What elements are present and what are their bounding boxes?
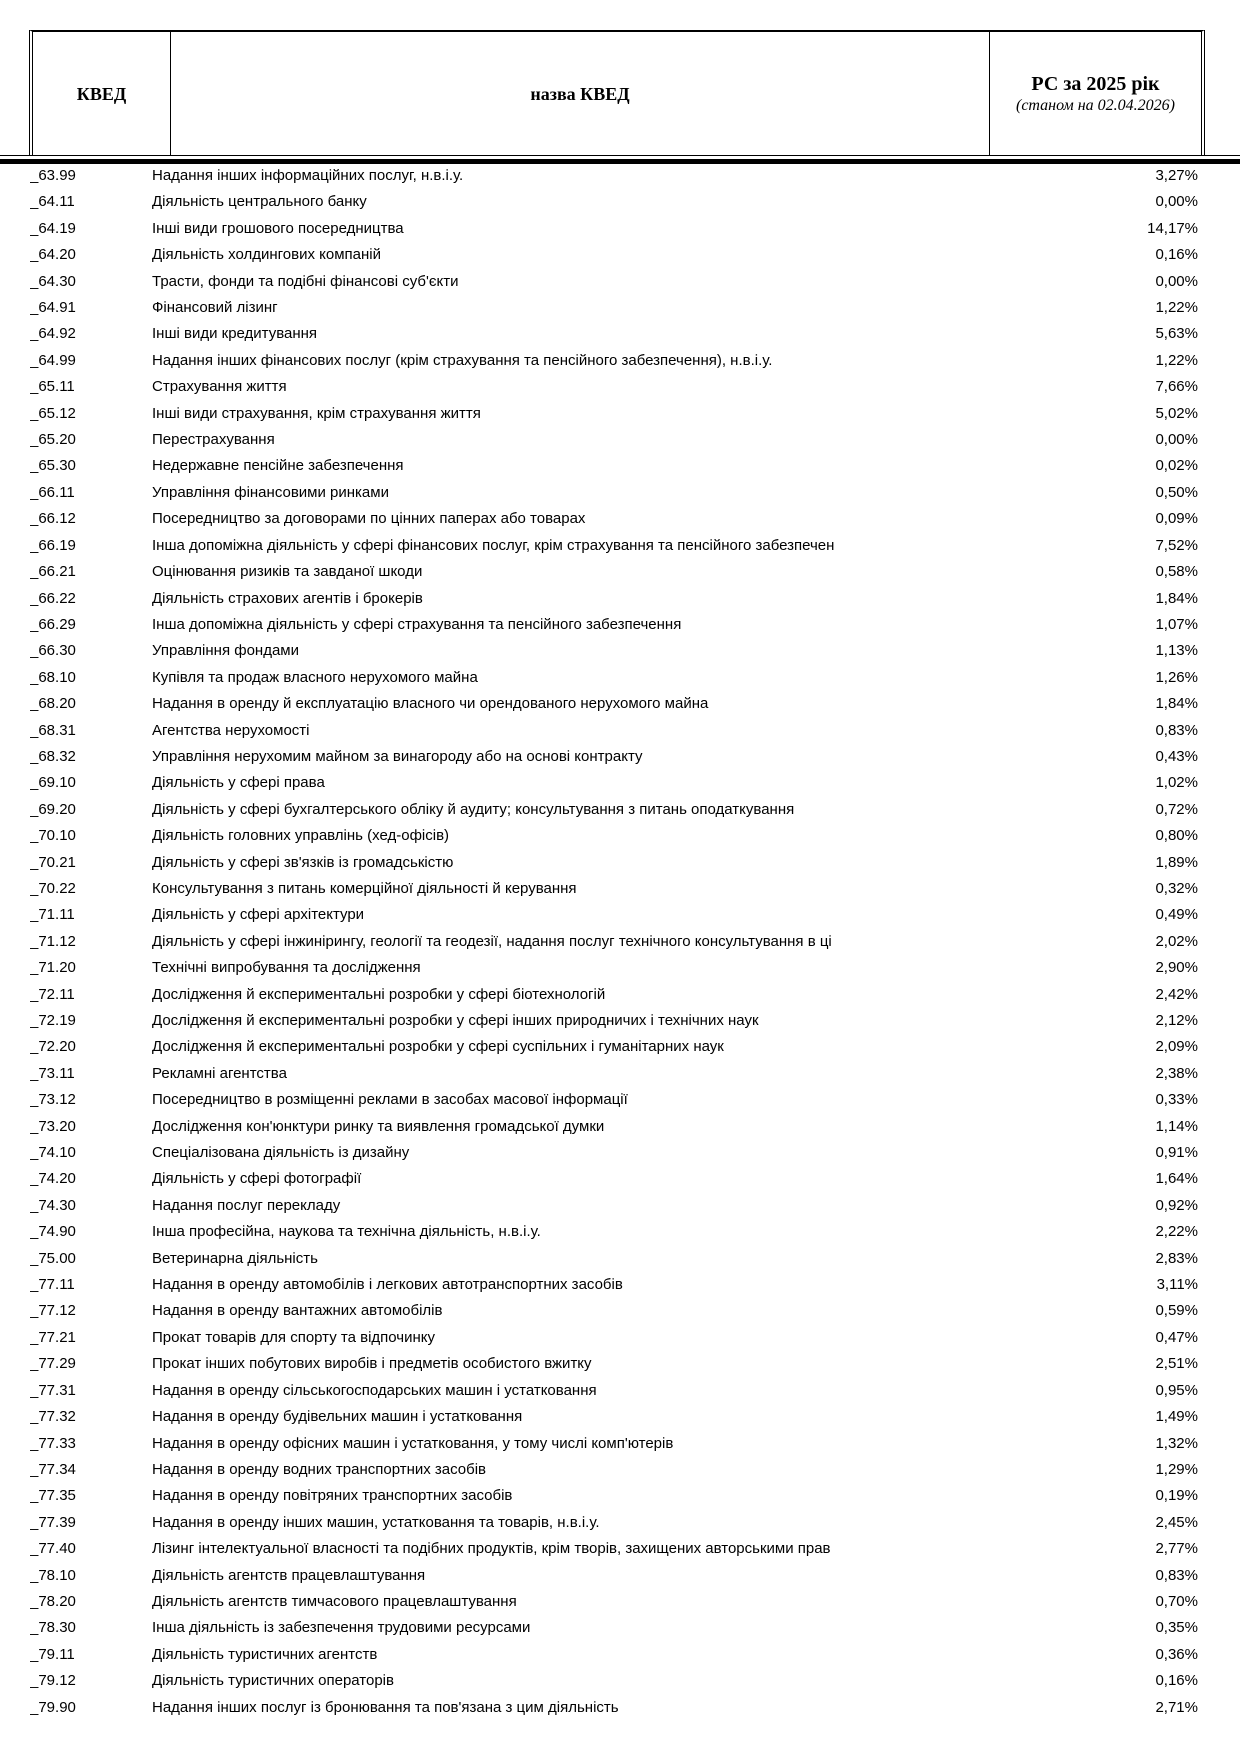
rs-value: 0,49% [1155, 906, 1198, 924]
rs-value: 3,27% [1155, 167, 1198, 184]
kved-code: _78.10 [30, 1566, 76, 1584]
rs-value: 2,42% [1155, 985, 1198, 1003]
table-row [0, 321, 1240, 347]
kved-code: _66.30 [30, 642, 76, 660]
kved-name: Консультування з питань комерційної діяльності й керування [152, 879, 577, 897]
rs-value: 0,70% [1155, 1592, 1198, 1610]
table-row [0, 929, 1240, 955]
kved-code: _64.99 [30, 351, 76, 369]
kved-code: _77.11 [30, 1276, 75, 1294]
table-row [0, 1246, 1240, 1272]
table-row [0, 295, 1240, 321]
table-row [0, 1642, 1240, 1668]
rs-value: 0,16% [1155, 1672, 1198, 1690]
kved-name: Дослідження кон'юнктури ринку та виявлення громадської думки [152, 1117, 605, 1135]
kved-name: Діяльність агентств тимчасового працевлаштування [152, 1592, 517, 1610]
rs-value: 0,00% [1155, 431, 1198, 449]
kved-name: Трасти, фонди та подібні фінансові суб'єкти [152, 272, 459, 290]
rs-value: 1,22% [1155, 351, 1198, 369]
kved-code: _70.10 [30, 827, 76, 845]
table-row [0, 1140, 1240, 1166]
table-row [0, 1114, 1240, 1140]
kved-name: Інша допоміжна діяльність у сфері фінансових послуг, крім страхування та пенсійного забезпечен [152, 536, 835, 554]
rs-value: 0,95% [1155, 1381, 1198, 1399]
table-row [0, 374, 1240, 400]
rs-value: 2,83% [1155, 1249, 1198, 1267]
table-row [0, 1536, 1240, 1562]
kved-name: Управління фондами [152, 642, 299, 660]
kved-code: _68.31 [30, 721, 76, 739]
kved-name: Перестрахування [152, 431, 275, 449]
rs-value: 5,02% [1155, 404, 1198, 422]
table-row [0, 902, 1240, 928]
table-row [0, 1219, 1240, 1245]
kved-code: _68.20 [30, 695, 76, 713]
table-row [0, 1510, 1240, 1536]
kved-name: Прокат товарів для спорту та відпочинку [152, 1328, 435, 1346]
rs-value: 1,22% [1155, 299, 1198, 317]
table-row [0, 216, 1240, 242]
kved-code: _71.12 [30, 932, 76, 950]
kved-code: _77.32 [30, 1408, 76, 1426]
kved-name: Інша професійна, наукова та технічна діяльність, н.в.і.у. [152, 1223, 541, 1241]
kved-name: Діяльність головних управлінь (хед-офісів) [152, 827, 450, 845]
kved-code: _77.12 [30, 1302, 76, 1320]
table-row [0, 1166, 1240, 1192]
kved-name: Надання в оренду сільськогосподарських машин і устатковання [152, 1381, 597, 1399]
kved-code: _79.12 [30, 1672, 76, 1690]
kved-name: Посередництво в розміщенні реклами в засобах масової інформації [152, 1091, 628, 1109]
kved-code: _79.90 [30, 1698, 76, 1716]
table-row [0, 1193, 1240, 1219]
kved-code: _70.22 [30, 879, 76, 897]
kved-name: Управління фінансовими ринками [152, 483, 389, 501]
table-row [0, 823, 1240, 849]
kved-code: _73.12 [30, 1091, 76, 1109]
rs-value: 0,83% [1155, 1566, 1198, 1584]
kved-name: Діяльність у сфері зв'язків із громадськістю [152, 853, 454, 871]
kved-code: _73.20 [30, 1117, 76, 1135]
table-row [0, 1087, 1240, 1113]
kved-code: _66.19 [30, 536, 76, 554]
kved-name: Надання в оренду офісних машин і устатковання, у тому числі комп'ютерів [152, 1434, 674, 1452]
kved-code: _74.20 [30, 1170, 76, 1188]
kved-code: _68.10 [30, 668, 76, 686]
table-row [0, 401, 1240, 427]
kved-code: _66.21 [30, 563, 76, 581]
kved-code: _77.31 [30, 1381, 76, 1399]
kved-name: Діяльність центрального банку [152, 193, 367, 211]
rs-value: 0,47% [1155, 1328, 1198, 1346]
rs-value: 0,50% [1155, 483, 1198, 501]
table-row [0, 1008, 1240, 1034]
rs-value: 0,16% [1155, 246, 1198, 264]
kved-code: _66.29 [30, 615, 76, 633]
kved-name: Надання інших послуг із бронювання та пов'язана з цим діяльність [152, 1698, 619, 1716]
header-label-rs-2025: РС за 2025 рік [1031, 72, 1160, 95]
table-row [0, 1668, 1240, 1694]
table-row [0, 1695, 1240, 1721]
kved-code: _69.10 [30, 774, 76, 792]
table-row [0, 1457, 1240, 1483]
kved-name: Інша допоміжна діяльність у сфері страхування та пенсійного забезпечення [152, 615, 682, 633]
kved-code: _64.11 [30, 193, 75, 211]
table-row [0, 269, 1240, 295]
rs-value: 2,45% [1155, 1513, 1198, 1531]
kved-code: _74.90 [30, 1223, 76, 1241]
kved-name: Надання інших інформаційних послуг, н.в.і.у. [152, 167, 464, 184]
table-row [0, 453, 1240, 479]
rs-value: 0,36% [1155, 1645, 1198, 1663]
table-row [0, 850, 1240, 876]
kved-code: _79.11 [30, 1645, 75, 1663]
table-row [0, 506, 1240, 532]
kved-name: Дослідження й експериментальні розробки у сфері суспільних і гуманітарних наук [152, 1038, 724, 1056]
kved-name: Управління нерухомим майном за винагороду або на основі контракту [152, 747, 643, 765]
header-label-kved-name: назва КВЕД [530, 83, 630, 104]
kved-name: Спеціалізована діяльність із дизайну [152, 1144, 410, 1162]
kved-name: Фінансовий лізинг [152, 299, 278, 317]
rs-value: 0,43% [1155, 747, 1198, 765]
rs-value: 1,49% [1155, 1408, 1198, 1426]
kved-name: Надання в оренду водних транспортних засобів [152, 1460, 487, 1478]
kved-name: Діяльність туристичних операторів [152, 1672, 394, 1690]
kved-name: Страхування життя [152, 378, 287, 396]
kved-name: Інші види грошового посередництва [152, 219, 404, 237]
kved-code: _73.11 [30, 1064, 75, 1082]
table-row [0, 1404, 1240, 1430]
rs-value: 0,80% [1155, 827, 1198, 845]
table-row [0, 533, 1240, 559]
kved-code: _68.32 [30, 747, 76, 765]
kved-name: Надання в оренду вантажних автомобілів [152, 1302, 443, 1320]
table-row [0, 1615, 1240, 1641]
kved-code: _75.00 [30, 1249, 76, 1267]
kved-name: Надання в оренду інших машин, устатковання та товарів, н.в.і.у. [152, 1513, 600, 1531]
kved-code: _65.20 [30, 431, 76, 449]
kved-name: Діяльність у сфері бухгалтерського обліку й аудиту; консультування з питань оподаткування [152, 800, 795, 818]
kved-name: Надання в оренду повітряних транспортних засобів [152, 1487, 513, 1505]
kved-code: _71.20 [30, 959, 76, 977]
kved-name: Надання в оренду автомобілів і легкових автотранспортних засобів [152, 1276, 623, 1294]
rs-value: 1,14% [1155, 1117, 1198, 1135]
kved-name: Рекламні агентства [152, 1064, 287, 1082]
kved-name: Ветеринарна діяльність [152, 1249, 318, 1267]
rs-value: 7,66% [1155, 378, 1198, 396]
kved-name: Надання в оренду й експлуатацію власного чи орендованого нерухомого майна [152, 695, 709, 713]
kved-code: _78.20 [30, 1592, 76, 1610]
rs-value: 0,00% [1155, 193, 1198, 211]
rs-value: 2,38% [1155, 1064, 1198, 1082]
rs-value: 2,90% [1155, 959, 1198, 977]
kved-code: _77.29 [30, 1355, 76, 1373]
rs-value: 0,33% [1155, 1091, 1198, 1109]
table-row [0, 1034, 1240, 1060]
kved-code: _64.20 [30, 246, 76, 264]
table-row [0, 612, 1240, 638]
kved-name: Інші види страхування, крім страхування життя [152, 404, 481, 422]
table-row [0, 348, 1240, 374]
rs-value: 1,02% [1155, 774, 1198, 792]
kved-code: _77.33 [30, 1434, 76, 1452]
rs-value: 0,58% [1155, 563, 1198, 581]
table-row [0, 955, 1240, 981]
header-rule-thin [0, 155, 1240, 156]
table-row [0, 559, 1240, 585]
kved-code: _77.21 [30, 1328, 76, 1346]
table-row [0, 1563, 1240, 1589]
rs-value: 0,92% [1155, 1196, 1198, 1214]
kved-code: _77.40 [30, 1540, 76, 1558]
table-body [0, 163, 1240, 1721]
kved-code: _77.34 [30, 1460, 76, 1478]
kved-code: _74.30 [30, 1196, 76, 1214]
kved-name: Діяльність страхових агентів і брокерів [152, 589, 423, 607]
rs-value: 2,02% [1155, 932, 1198, 950]
kved-name: Лізинг інтелектуальної власності та подібних продуктів, крім творів, захищених авторськими прав [152, 1540, 831, 1558]
kved-code: _77.39 [30, 1513, 76, 1531]
kved-code: _72.11 [30, 985, 75, 1003]
kved-code: _78.30 [30, 1619, 76, 1637]
rs-value: 1,64% [1155, 1170, 1198, 1188]
kved-name: Діяльність у сфері фотографії [152, 1170, 362, 1188]
kved-code: _64.19 [30, 219, 76, 237]
rs-value: 14,17% [1147, 219, 1198, 237]
kved-name: Надання інших фінансових послуг (крім страхування та пенсійного забезпечення), н.в.і.у. [152, 351, 773, 369]
rs-value: 0,83% [1155, 721, 1198, 739]
rs-value: 1,07% [1155, 615, 1198, 633]
kved-code: _71.11 [30, 906, 75, 924]
kved-name: Інші види кредитування [152, 325, 318, 343]
header-label-kved: КВЕД [76, 83, 127, 104]
table-row [0, 770, 1240, 796]
rs-value: 0,91% [1155, 1144, 1198, 1162]
kved-name: Надання послуг перекладу [152, 1196, 341, 1214]
rs-value: 1,84% [1155, 695, 1198, 713]
kved-name: Діяльність у сфері архітектури [152, 906, 365, 924]
kved-code: _64.91 [30, 299, 76, 317]
rs-value: 2,77% [1155, 1540, 1198, 1558]
table-row [0, 1325, 1240, 1351]
table-row [0, 982, 1240, 1008]
kved-name: Посередництво за договорами по цінних паперах або товарах [152, 510, 586, 528]
table-row [0, 1272, 1240, 1298]
rs-value: 2,71% [1155, 1698, 1198, 1716]
kved-name: Діяльність у сфері інжинірингу, геології та геодезії, надання послуг технічного консультування в ці [152, 932, 832, 950]
rs-value: 1,84% [1155, 589, 1198, 607]
rs-value: 0,02% [1155, 457, 1198, 475]
kved-name: Надання в оренду будівельних машин і устатковання [152, 1408, 523, 1426]
kved-code: _63.99 [30, 167, 76, 184]
kved-name: Прокат інших побутових виробів і предметів особистого вжитку [152, 1355, 592, 1373]
rs-value: 0,09% [1155, 510, 1198, 528]
rs-value: 7,52% [1155, 536, 1198, 554]
kved-code: _64.92 [30, 325, 76, 343]
table-row [0, 1298, 1240, 1324]
kved-code: _65.12 [30, 404, 76, 422]
table-row [0, 1483, 1240, 1509]
kved-name: Технічні випробування та дослідження [152, 959, 421, 977]
rs-value: 1,89% [1155, 853, 1198, 871]
rs-value: 1,32% [1155, 1434, 1198, 1452]
table-row [0, 876, 1240, 902]
table-row [0, 1351, 1240, 1377]
table-row [0, 744, 1240, 770]
kved-code: _66.22 [30, 589, 76, 607]
rs-value: 2,09% [1155, 1038, 1198, 1056]
kved-name: Діяльність у сфері права [152, 774, 325, 792]
table-row [0, 718, 1240, 744]
table-row [0, 638, 1240, 664]
rs-value: 0,32% [1155, 879, 1198, 897]
header-cell-kved [33, 32, 171, 156]
kved-name: Діяльність агентств працевлаштування [152, 1566, 426, 1584]
kved-code: _72.20 [30, 1038, 76, 1056]
kved-name: Агентства нерухомості [152, 721, 310, 739]
kved-code: _66.11 [30, 483, 75, 501]
rs-value: 0,35% [1155, 1619, 1198, 1637]
rs-value: 2,12% [1155, 1012, 1198, 1029]
kved-name: Недержавне пенсійне забезпечення [152, 457, 404, 475]
header-cell-rs-2025 [989, 32, 1201, 156]
table-row [0, 1378, 1240, 1404]
table-row [0, 797, 1240, 823]
table-row [0, 242, 1240, 268]
header-label-rs-date: (станом на 02.04.2026) [1016, 96, 1175, 114]
kved-code: _72.19 [30, 1012, 76, 1029]
table-header [29, 30, 1205, 156]
rs-value: 2,22% [1155, 1223, 1198, 1241]
table-row [0, 427, 1240, 453]
kved-code: _65.30 [30, 457, 76, 475]
kved-name: Дослідження й експериментальні розробки у сфері біотехнологій [152, 985, 606, 1003]
kved-code: _64.30 [30, 272, 76, 290]
table-row [0, 189, 1240, 215]
kved-name: Купівля та продаж власного нерухомого майна [152, 668, 478, 686]
kved-name: Дослідження й експериментальні розробки у сфері інших природничих і технічних наук [152, 1012, 759, 1029]
kved-code: _66.12 [30, 510, 76, 528]
table-row [0, 691, 1240, 717]
kved-name: Діяльність холдингових компаній [152, 246, 382, 264]
rs-value: 1,29% [1155, 1460, 1198, 1478]
kved-code: _65.11 [30, 378, 75, 396]
table-row [0, 1431, 1240, 1457]
kved-code: _69.20 [30, 800, 76, 818]
rs-value: 5,63% [1155, 325, 1198, 343]
kved-name: Діяльність туристичних агентств [152, 1645, 378, 1663]
kved-name: Інша діяльність із забезпечення трудовими ресурсами [152, 1619, 531, 1637]
rs-value: 0,59% [1155, 1302, 1198, 1320]
rs-value: 1,26% [1155, 668, 1198, 686]
rs-value: 2,51% [1155, 1355, 1198, 1373]
rs-value: 0,72% [1155, 800, 1198, 818]
rs-value: 0,00% [1155, 272, 1198, 290]
rs-value: 0,19% [1155, 1487, 1198, 1505]
rs-value: 1,13% [1155, 642, 1198, 660]
kved-name: Оцінювання ризиків та завданої шкоди [152, 563, 423, 581]
table-row [0, 163, 1240, 189]
kved-code: _77.35 [30, 1487, 76, 1505]
kved-code: _70.21 [30, 853, 76, 871]
kved-code: _74.10 [30, 1144, 76, 1162]
rs-value: 3,11% [1156, 1276, 1198, 1294]
table-row [0, 586, 1240, 612]
table-row [0, 665, 1240, 691]
table-row [0, 480, 1240, 506]
header-cell-kved-name [171, 32, 989, 156]
table-row [0, 1589, 1240, 1615]
table-row [0, 1061, 1240, 1087]
